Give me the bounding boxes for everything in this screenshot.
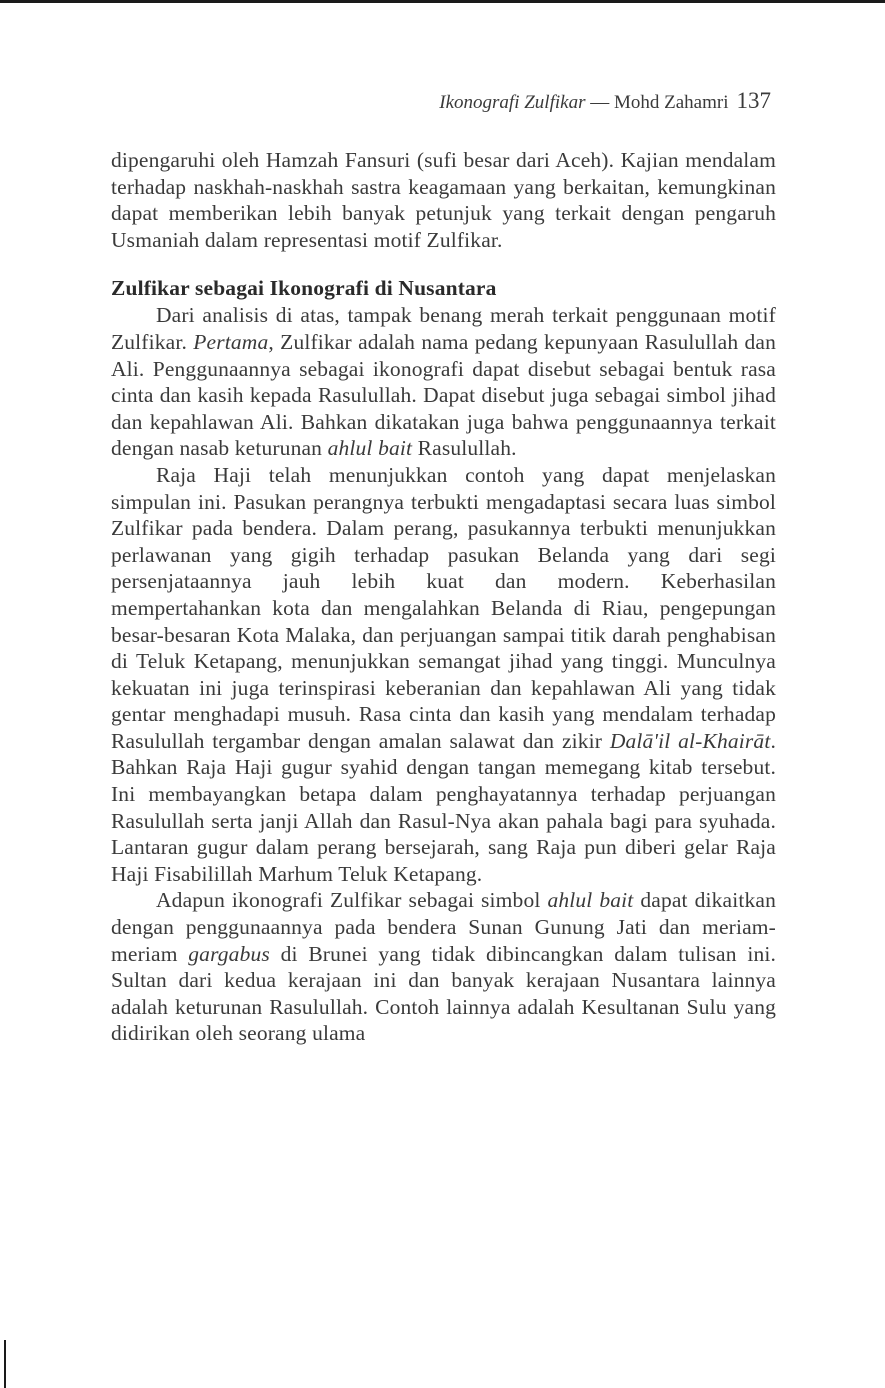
p1-text-c: , Zulfikar adalah nama pedang kepunyaan Rasulullah dan Ali. Penggunaannya sebagai ikonografi dapat disebut sebagai bentuk rasa cinta dan kasih kepada Rasulullah. Dapat disebut juga sebagai simbol jihad dan kepahlawan Ali. Bahkan dikatakan juga bahwa penggunaannya terkait dengan nasab keturunan bbox=[111, 329, 777, 461]
p1-italic-ahlul-bait: ahlul bait bbox=[327, 436, 413, 461]
section-heading: Zulfikar sebagai Ikonografi di Nusantara bbox=[111, 276, 497, 301]
scan-edge-line bbox=[4, 1340, 6, 1388]
paragraph-3 bbox=[111, 887, 776, 1047]
header-separator: — bbox=[585, 92, 614, 113]
p3-text-e: di Brunei yang tidak dibincangkan dalam tulisan ini. Sultan dari kedua kerajaan ini dan banyak kerajaan Nusantara lainnya adalah keturunan Rasulullah. Contoh lainnya adalah Kesultanan Sulu yang didirikan oleh seorang ulama bbox=[111, 941, 776, 1046]
p3-text-a: Adapun ikonografi Zulfikar sebagai simbol bbox=[156, 888, 548, 913]
paragraph-continued: dipengaruhi oleh Hamzah Fansuri (sufi besar dari Aceh). Kajian mendalam terhadap naskhah-naskhah sastra keagamaan yang berkaitan, kemungkinan dapat memberikan lebih banyak petunjuk yang terkait dengan pengaruh Usmaniah dalam representasi motif Zulfikar. bbox=[111, 148, 776, 252]
p3-text-c: dapat dikaitkan dengan penggunaannya pada bendera Sunan Gunung Jati dan meriam-meriam bbox=[111, 888, 776, 966]
p3-italic-gargabus: gargabus bbox=[188, 941, 270, 966]
top-border-line bbox=[0, 0, 885, 3]
p2-text-a: Raja Haji telah menunjukkan contoh yang dapat menjelaskan simpulan ini. Pasukan perangnya terbukti mengadaptasi secara luas simbol Zulfikar pada bendera. Dalam perang, pasukannya terbukti menunjukkan perlawanan yang gigih terhadap pasukan Belanda yang dari segi persenjataannya jauh lebih kuat dan modern. Keberhasilan mempertahankan kota dan mengalahkan Belanda di Riau, pengepungan besar-besaran Kota Malaka, dan perjuangan sampai titik darah penghabisan di Teluk Ketapang, menunjukkan semangat jihad yang tinggi. Munculnya kekuatan ini juga terinspirasi keberanian dan kepahlawan Ali yang tidak gentar menghadapi musuh. Rasa cinta dan kasih yang mendalam terhadap Rasulullah tergambar dengan amalan salawat dan zikir bbox=[111, 462, 776, 753]
p2-italic-dalail: Dalā'il al-Khairāt bbox=[609, 728, 771, 753]
paragraph-2 bbox=[111, 462, 776, 888]
p2-text-c: . Bahkan Raja Haji gugur syahid dengan tangan memegang kitab tersebut. Ini membayangkan betapa dalam penghayatannya terhadap perjuangan Rasulullah serta janji Allah dan Rasul-Nya akan pahala bagi para syuhada. Lantaran gugur dalam perang bersejarah, sang Raja pun diberi gelar Raja Haji Fisabilillah Marhum Teluk Ketapang. bbox=[111, 728, 776, 886]
page-number: 137 bbox=[736, 88, 771, 113]
p3-italic-ahlul-bait: ahlul bait bbox=[547, 888, 634, 913]
running-header bbox=[439, 88, 771, 114]
paragraph-1 bbox=[111, 302, 776, 462]
p1-text-a: Dari analisis di atas, tampak benang merah terkait penggunaan motif Zulfikar. bbox=[111, 303, 776, 354]
page-body bbox=[111, 147, 776, 1047]
header-author: Mohd Zahamri bbox=[613, 92, 729, 113]
p1-text-e: Rasulullah. bbox=[412, 436, 517, 461]
header-book-title: Ikonografi Zulfikar bbox=[439, 92, 586, 113]
p1-italic-pertama: Pertama bbox=[193, 329, 269, 354]
